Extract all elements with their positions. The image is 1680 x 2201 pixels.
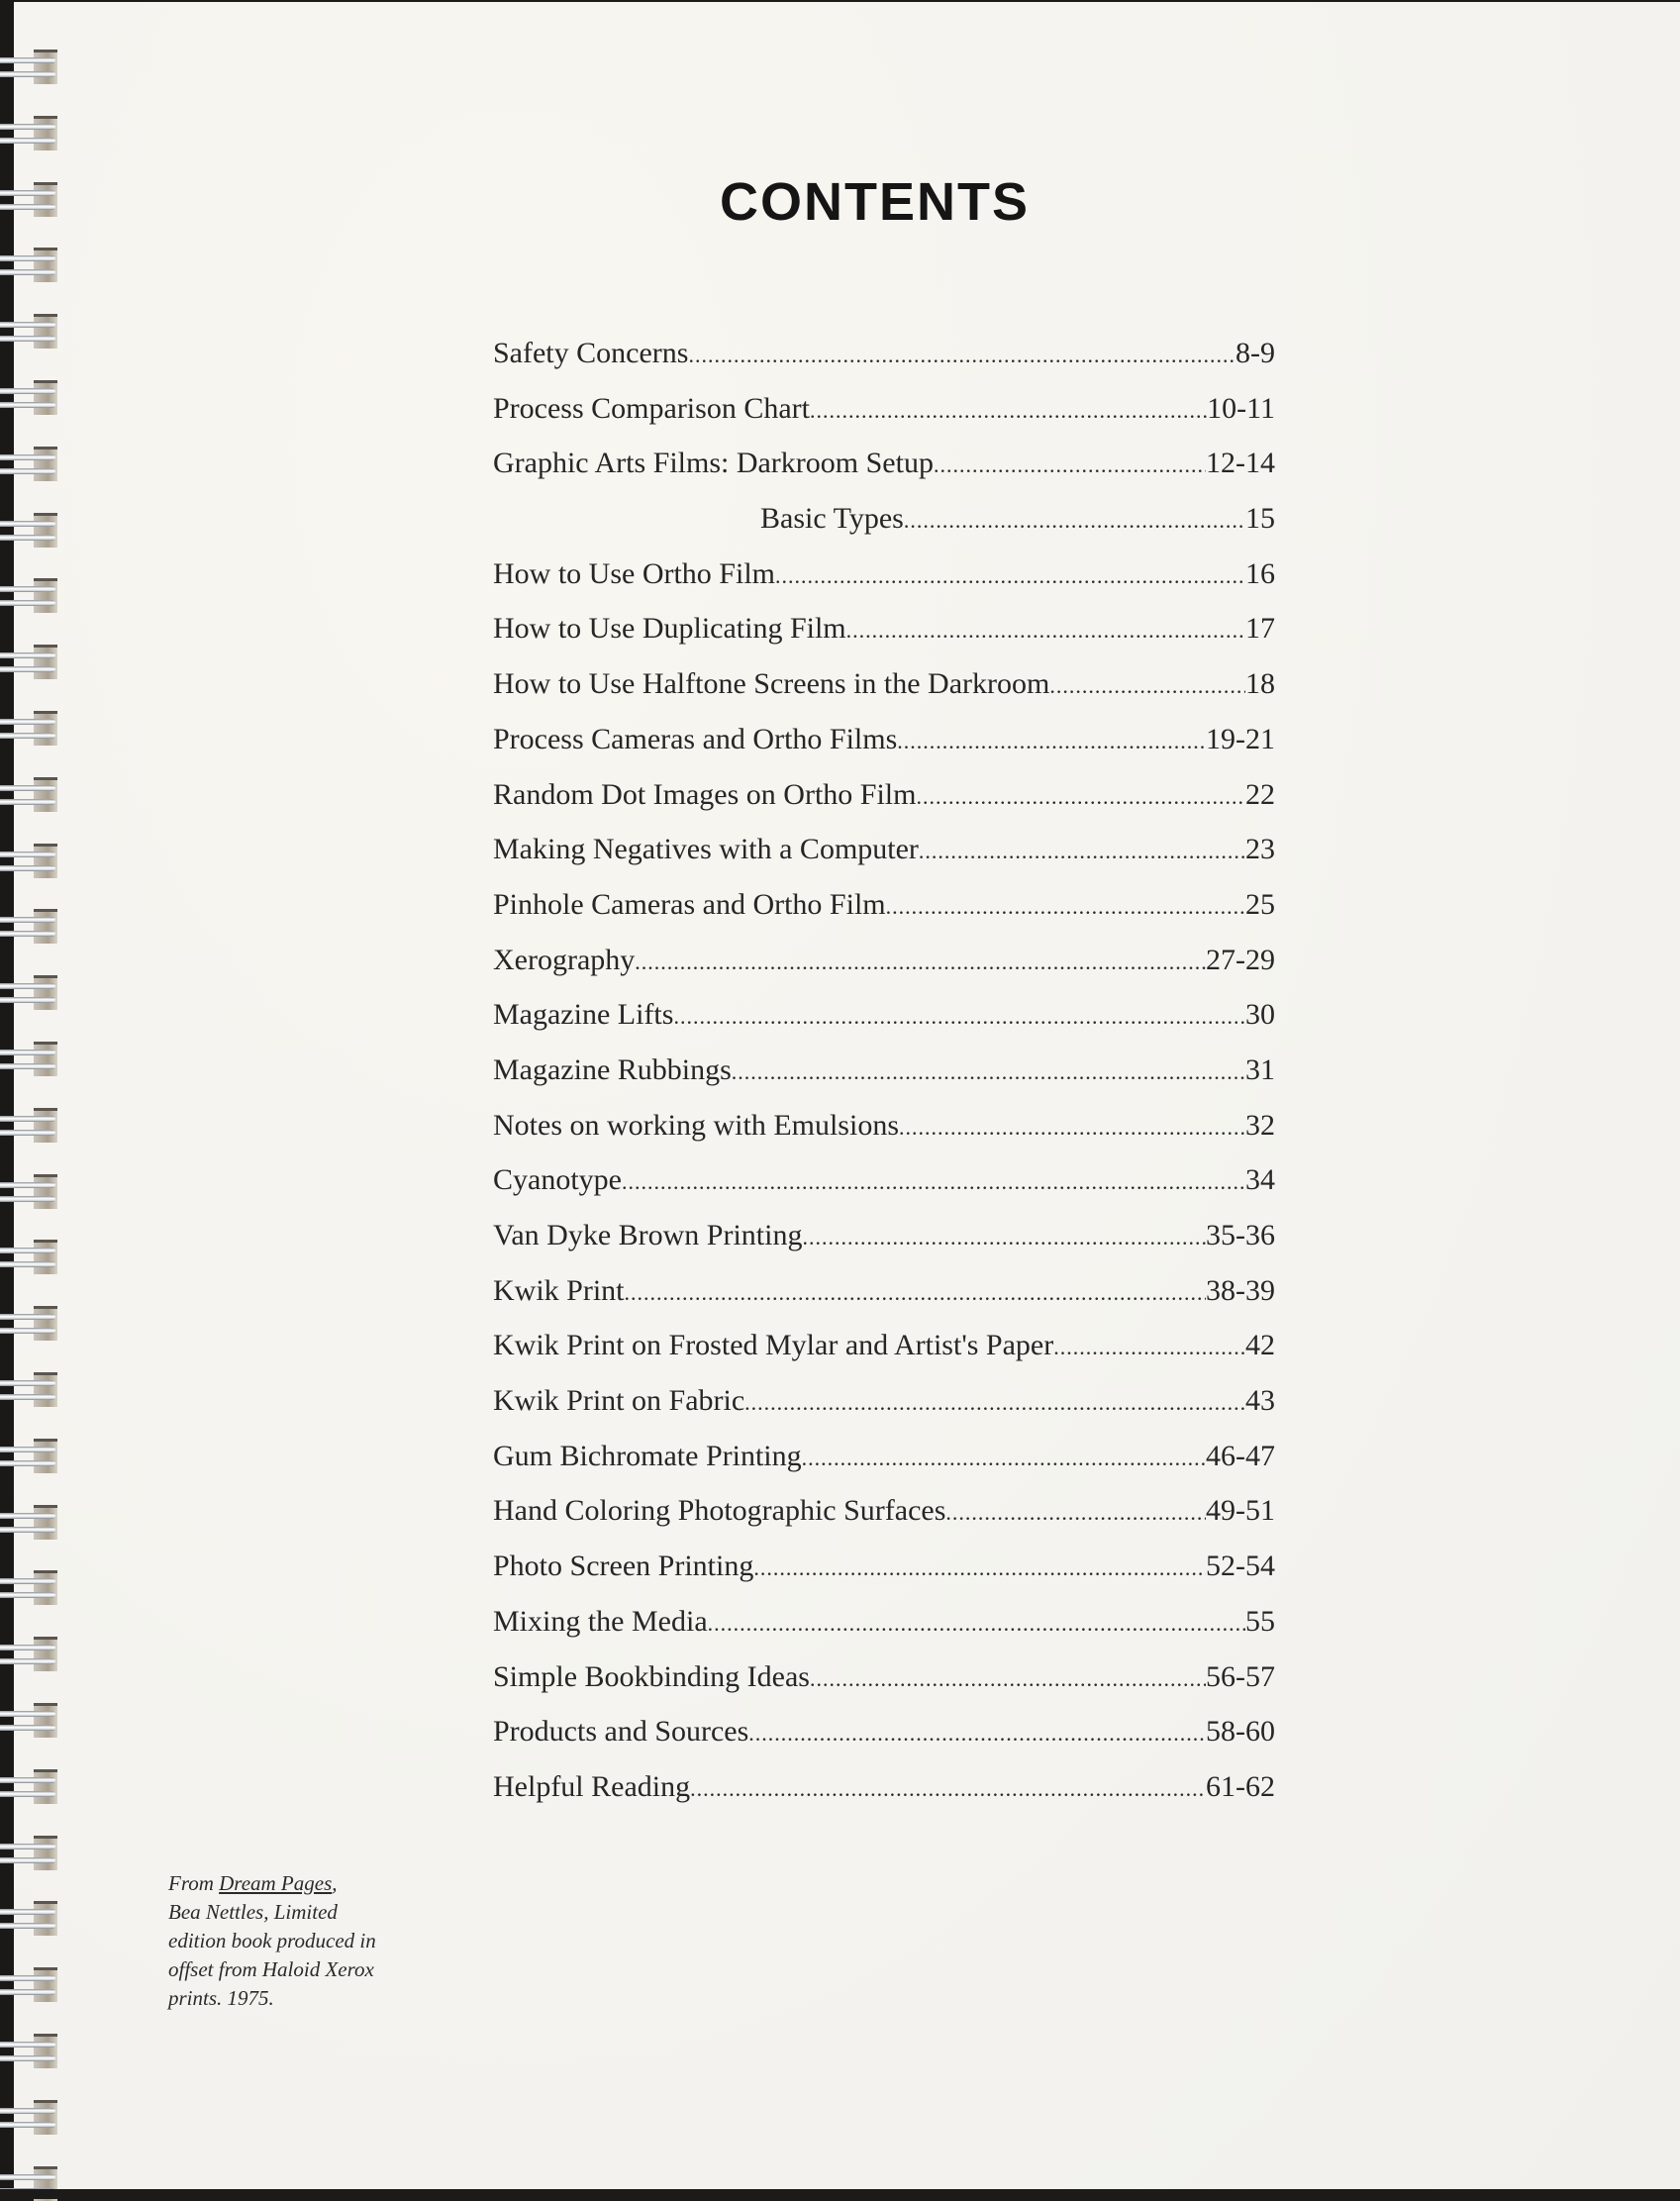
dot-leader <box>708 1611 1245 1637</box>
ring-wire <box>0 1513 55 1519</box>
ring-wire <box>0 2122 55 2128</box>
spiral-ring <box>0 1967 57 2001</box>
punch-hole <box>34 248 57 282</box>
dot-leader <box>744 1390 1245 1416</box>
toc-entry-title: Pinhole Cameras and Ortho Film <box>493 887 886 921</box>
punch-hole <box>34 447 57 481</box>
toc-entry <box>493 998 1275 1053</box>
toc-entry-title: Notes on working with Emulsions <box>493 1108 899 1142</box>
ring-wire <box>0 402 55 408</box>
punch-hole <box>34 1174 57 1209</box>
ring-wire <box>0 1394 55 1400</box>
toc-entry-title: Mixing the Media <box>493 1604 708 1638</box>
punch-hole <box>34 513 57 548</box>
toc-entry-title: Gum Bichromate Printing <box>493 1439 802 1472</box>
toc-entry-page: 8-9 <box>1235 337 1275 369</box>
spiral-ring <box>0 116 57 150</box>
spiral-ring <box>0 1240 57 1273</box>
ring-wire <box>0 851 55 857</box>
ring-wire <box>0 1527 55 1533</box>
spiral-ring <box>0 248 57 281</box>
dot-leader <box>897 729 1206 754</box>
ring-wire <box>0 521 55 527</box>
ring-wire <box>0 255 55 261</box>
toc-entry-title: Basic Types <box>760 502 904 536</box>
ring-wire <box>0 1063 55 1069</box>
page-title: CONTENTS <box>720 172 1030 233</box>
spiral-ring <box>0 447 57 480</box>
toc-entry-title: Van Dyke Brown Printing <box>493 1219 803 1251</box>
ring-wire <box>0 57 55 63</box>
toc-entry-page: 30 <box>1245 998 1275 1032</box>
ring-wire <box>0 1725 55 1731</box>
toc-entry-title: How to Use Duplicating Film <box>493 612 846 646</box>
toc-entry <box>493 1440 1275 1495</box>
toc-entry <box>493 337 1275 392</box>
ring-wire <box>0 1314 55 1320</box>
ring-wire <box>0 1645 55 1651</box>
spiral-ring <box>0 711 57 745</box>
ring-wire <box>0 931 55 937</box>
dot-leader <box>688 343 1235 368</box>
ring-wire <box>0 1909 55 1915</box>
ring-wire <box>0 2055 55 2061</box>
spiral-ring <box>0 1108 57 1142</box>
toc-entry <box>493 1329 1275 1384</box>
caption-line-2: Bea Nettles, Limited <box>168 1900 338 1924</box>
ring-wire <box>0 1196 55 1202</box>
toc-entry <box>493 392 1275 448</box>
dot-leader <box>919 839 1245 864</box>
toc-entry-page: 31 <box>1245 1052 1275 1086</box>
ring-wire <box>0 983 55 989</box>
ring-wire <box>0 600 55 606</box>
ring-wire <box>0 799 55 805</box>
toc-entry <box>493 723 1275 778</box>
punch-hole <box>34 1967 57 2002</box>
punch-hole <box>34 1240 57 1274</box>
ring-wire <box>0 71 55 77</box>
ring-wire <box>0 1328 55 1334</box>
ring-wire <box>0 586 55 592</box>
toc-entry-title: Hand Coloring Photographic Surfaces <box>493 1494 946 1528</box>
ring-wire <box>0 468 55 474</box>
toc-entry-page: 15 <box>1245 502 1275 536</box>
ring-wire <box>0 269 55 275</box>
ring-wire <box>0 1116 55 1122</box>
toc-entry-page: 35-36 <box>1206 1219 1275 1251</box>
ring-wire <box>0 1447 55 1452</box>
toc-entry <box>493 1053 1275 1109</box>
spiral-ring <box>0 1901 57 1935</box>
dot-leader <box>635 950 1206 975</box>
toc-entry <box>493 833 1275 888</box>
spiral-ring <box>0 1570 57 1604</box>
spiral-ring <box>0 1306 57 1340</box>
toc-entry <box>493 1494 1275 1550</box>
spiral-ring <box>0 975 57 1009</box>
toc-entry-title: Random Dot Images on Ortho Film <box>493 777 917 811</box>
toc-entry <box>493 667 1275 723</box>
ring-wire <box>0 1578 55 1584</box>
toc-entry-page: 55 <box>1245 1604 1275 1638</box>
toc-entry-page: 25 <box>1245 887 1275 921</box>
spiral-ring <box>0 513 57 547</box>
toc-entry <box>493 1660 1275 1716</box>
toc-entry-page: 12-14 <box>1206 447 1275 480</box>
toc-entry <box>493 447 1275 502</box>
toc-entry-title: How to Use Ortho Film <box>493 556 775 590</box>
toc-entry <box>493 502 1275 557</box>
ring-wire <box>0 1182 55 1188</box>
toc-entry <box>493 1109 1275 1164</box>
dot-leader <box>899 1115 1245 1141</box>
toc-entry-page: 56-57 <box>1206 1659 1275 1693</box>
dot-leader <box>775 563 1245 589</box>
toc-entry-title: Magazine Rubbings <box>493 1052 732 1086</box>
toc-entry-page: 32 <box>1245 1108 1275 1142</box>
dot-leader <box>690 1776 1206 1802</box>
ring-wire <box>0 1658 55 1664</box>
punch-hole <box>34 1372 57 1407</box>
toc-entry-page: 61-62 <box>1206 1769 1275 1803</box>
ring-wire <box>0 124 55 130</box>
punch-hole <box>34 844 57 878</box>
ring-wire <box>0 1975 55 1981</box>
ring-wire <box>0 666 55 672</box>
ring-wire <box>0 865 55 871</box>
toc-entry <box>493 1550 1275 1605</box>
toc-entry-title: Making Negatives with a Computer <box>493 833 919 866</box>
toc-entry-page: 46-47 <box>1206 1439 1275 1472</box>
ring-wire <box>0 719 55 725</box>
spiral-ring <box>0 645 57 678</box>
ring-wire <box>0 1711 55 1717</box>
ring-wire <box>0 1380 55 1386</box>
punch-hole <box>34 645 57 679</box>
table-of-contents <box>493 337 1275 1826</box>
spiral-ring <box>0 1637 57 1670</box>
toc-entry-page: 58-60 <box>1206 1715 1275 1749</box>
dot-leader <box>886 894 1245 920</box>
ring-wire <box>0 1460 55 1466</box>
toc-entry <box>493 557 1275 613</box>
dot-leader <box>753 1555 1206 1581</box>
toc-entry-title: Helpful Reading <box>493 1769 691 1803</box>
dot-leader <box>810 1666 1206 1692</box>
ring-wire <box>0 785 55 791</box>
punch-hole <box>34 909 57 944</box>
dot-leader <box>916 784 1245 810</box>
toc-entry-page: 17 <box>1245 612 1275 646</box>
ring-wire <box>0 2108 55 2114</box>
dot-leader <box>802 1446 1206 1471</box>
toc-entry <box>493 888 1275 944</box>
punch-hole <box>34 1108 57 1143</box>
punch-hole <box>34 711 57 746</box>
spiral-ring <box>0 2034 57 2067</box>
ring-wire <box>0 535 55 541</box>
dot-leader <box>1049 673 1245 699</box>
toc-entry-page: 10-11 <box>1207 391 1275 425</box>
image-caption <box>168 1869 426 2013</box>
toc-entry-page: 43 <box>1245 1384 1275 1418</box>
toc-entry <box>493 944 1275 999</box>
toc-entry-page: 42 <box>1245 1329 1275 1362</box>
ring-wire <box>0 1989 55 1995</box>
page-bottom-shadow <box>0 2189 1680 2199</box>
punch-hole <box>34 777 57 812</box>
dot-leader <box>934 452 1206 478</box>
ring-wire <box>0 1857 55 1863</box>
spiral-ring <box>0 50 57 83</box>
toc-entry-page: 27-29 <box>1206 943 1275 976</box>
toc-entry <box>493 612 1275 667</box>
toc-entry-title: Process Cameras and Ortho Films <box>493 722 898 755</box>
toc-entry-title: Simple Bookbinding Ideas <box>493 1659 810 1693</box>
caption-line-4: offset from Haloid Xerox <box>168 1957 374 1981</box>
spiral-ring <box>0 2100 57 2134</box>
ring-wire <box>0 1248 55 1253</box>
dot-leader <box>1053 1335 1245 1360</box>
toc-entry-title: Photo Screen Printing <box>493 1550 754 1583</box>
toc-entry <box>493 1274 1275 1330</box>
spiral-ring <box>0 1174 57 1208</box>
punch-hole <box>34 1637 57 1671</box>
dot-leader <box>625 1280 1206 1306</box>
toc-entry-title: Graphic Arts Films: Darkroom Setup <box>493 447 934 480</box>
ring-wire <box>0 454 55 460</box>
toc-entry-title: Kwik Print on Fabric <box>493 1384 745 1418</box>
ring-wire <box>0 1261 55 1267</box>
ring-wire <box>0 1130 55 1136</box>
punch-hole <box>34 1505 57 1540</box>
caption-book-title: Dream Pages <box>219 1871 333 1895</box>
toc-entry-page: 19-21 <box>1206 722 1275 755</box>
toc-entry-page: 38-39 <box>1206 1273 1275 1307</box>
toc-entry-title: How to Use Halftone Screens in the Darkroom <box>493 667 1050 701</box>
punch-hole <box>34 380 57 415</box>
toc-entry-page: 49-51 <box>1206 1494 1275 1528</box>
punch-hole <box>34 314 57 349</box>
dot-leader <box>732 1059 1245 1085</box>
spiral-ring <box>0 314 57 348</box>
ring-wire <box>0 336 55 342</box>
toc-entry-title: Products and Sources <box>493 1715 749 1749</box>
ring-wire <box>0 2174 55 2180</box>
dot-leader <box>802 1225 1206 1251</box>
spiral-ring <box>0 1439 57 1472</box>
spiral-ring <box>0 380 57 414</box>
ring-wire <box>0 2042 55 2048</box>
toc-entry-title: Safety Concerns <box>493 337 689 369</box>
caption-comma: , <box>332 1871 338 1895</box>
ring-wire <box>0 388 55 394</box>
punch-hole <box>34 2100 57 2135</box>
punch-hole <box>34 116 57 150</box>
toc-entry <box>493 1163 1275 1219</box>
toc-entry-page: 22 <box>1245 777 1275 811</box>
spiral-ring <box>0 1042 57 1075</box>
toc-entry-page: 16 <box>1245 556 1275 590</box>
ring-wire <box>0 1050 55 1055</box>
ring-wire <box>0 1777 55 1783</box>
punch-hole <box>34 50 57 84</box>
spiral-ring <box>0 578 57 612</box>
ring-wire <box>0 997 55 1003</box>
punch-hole <box>34 1570 57 1605</box>
caption-prefix: From <box>168 1871 220 1895</box>
toc-entry-title: Magazine Lifts <box>493 998 674 1032</box>
dot-leader <box>622 1169 1245 1195</box>
toc-entry-page: 23 <box>1245 833 1275 866</box>
toc-entry <box>493 1219 1275 1274</box>
toc-entry <box>493 1770 1275 1826</box>
ring-wire <box>0 1844 55 1850</box>
punch-hole <box>34 1901 57 1936</box>
toc-entry <box>493 1715 1275 1770</box>
ring-wire <box>0 322 55 328</box>
toc-entry-page: 52-54 <box>1206 1550 1275 1583</box>
dot-leader <box>748 1721 1206 1747</box>
spiral-ring <box>0 1505 57 1539</box>
spiral-ring <box>0 1836 57 1869</box>
punch-hole <box>34 578 57 613</box>
punch-hole <box>34 1306 57 1341</box>
toc-entry-title: Kwik Print <box>493 1273 625 1307</box>
ring-wire <box>0 138 55 144</box>
caption-line-5: prints. 1975. <box>168 1986 274 2010</box>
ring-wire <box>0 652 55 658</box>
spiral-ring <box>0 1372 57 1406</box>
toc-entry <box>493 1605 1275 1660</box>
toc-entry-page: 34 <box>1245 1163 1275 1197</box>
spiral-ring <box>0 777 57 811</box>
caption-line-3: edition book produced in <box>168 1929 376 1952</box>
spiral-ring <box>0 1703 57 1737</box>
ring-wire <box>0 1592 55 1598</box>
dot-leader <box>904 508 1245 534</box>
punch-hole <box>34 1439 57 1473</box>
toc-entry-title: Cyanotype <box>493 1163 622 1197</box>
toc-entry-page: 18 <box>1245 667 1275 701</box>
ring-wire <box>0 917 55 923</box>
spiral-ring <box>0 1769 57 1803</box>
punch-hole <box>34 1703 57 1738</box>
punch-hole <box>34 2034 57 2068</box>
toc-entry-title: Process Comparison Chart <box>493 391 810 425</box>
ring-wire <box>0 733 55 739</box>
dot-leader <box>673 1004 1245 1030</box>
toc-entry <box>493 778 1275 834</box>
spiral-ring <box>0 909 57 943</box>
ring-wire <box>0 1791 55 1797</box>
ring-wire <box>0 1923 55 1929</box>
spiral-ring <box>0 844 57 877</box>
toc-entry-title: Kwik Print on Frosted Mylar and Artist's Paper <box>493 1329 1054 1362</box>
punch-hole <box>34 975 57 1010</box>
punch-hole <box>34 1042 57 1076</box>
dot-leader <box>810 398 1207 424</box>
dot-leader <box>846 618 1245 644</box>
dot-leader <box>945 1500 1206 1526</box>
punch-hole <box>34 1836 57 1870</box>
toc-entry-title: Xerography <box>493 943 636 976</box>
toc-entry <box>493 1384 1275 1440</box>
punch-hole <box>34 1769 57 1804</box>
